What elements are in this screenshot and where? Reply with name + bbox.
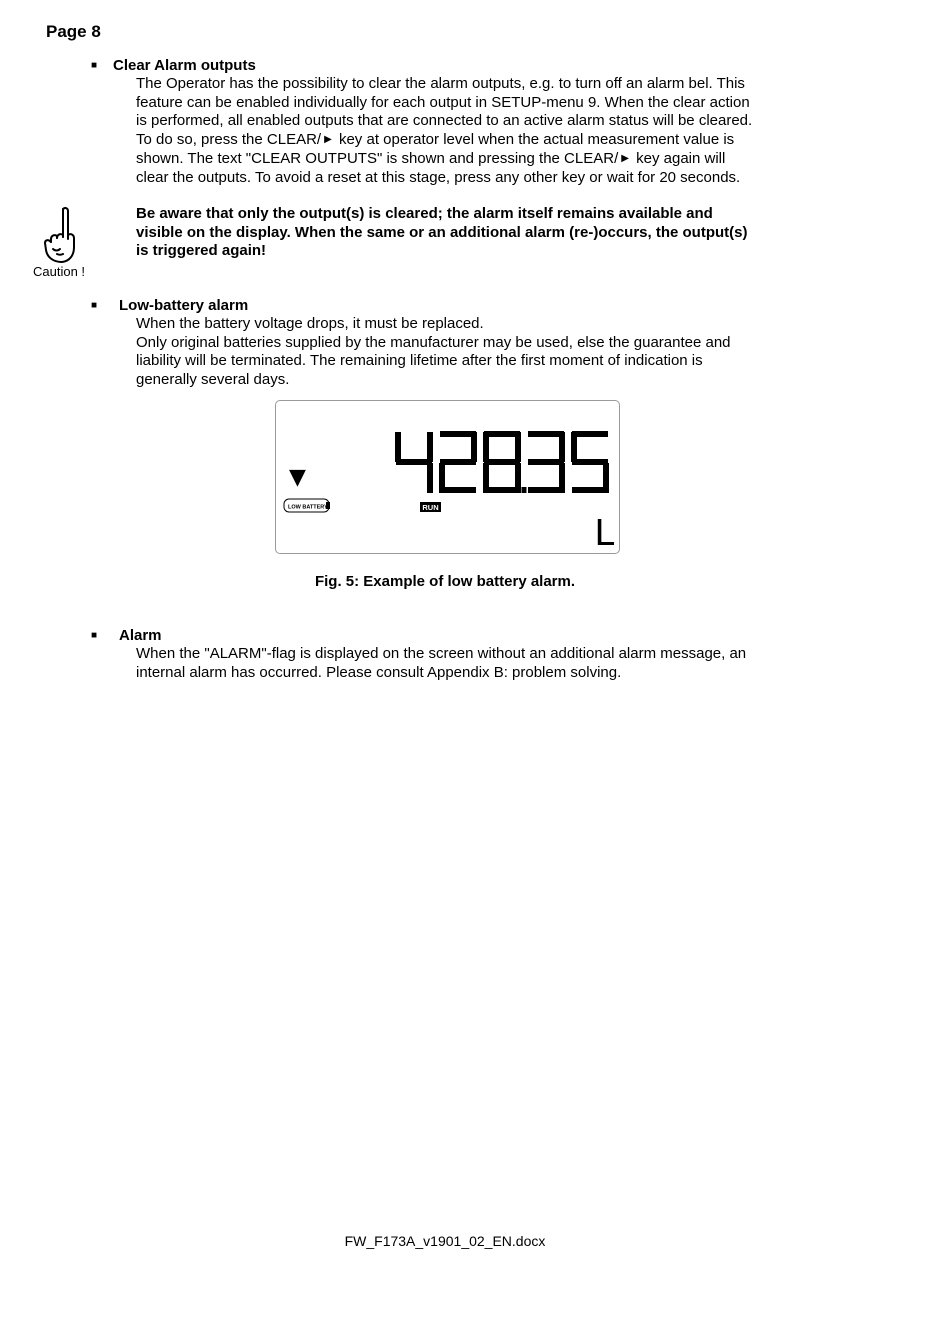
run-label: RUN bbox=[422, 503, 439, 512]
lcd-segment bbox=[572, 459, 608, 465]
lcd-segment bbox=[515, 432, 521, 462]
text-line: visible on the display. When the same or an additional alarm (re-)occurs, the output(s) bbox=[136, 223, 748, 241]
lcd-segment bbox=[440, 487, 476, 493]
text-line: is triggered again! bbox=[136, 242, 267, 260]
lcd-segment bbox=[396, 459, 432, 465]
lcd-segment bbox=[427, 463, 433, 493]
bullet-marker: ■ bbox=[91, 630, 98, 641]
right-arrow-icon: ▶ bbox=[621, 152, 629, 164]
seven-segment-value bbox=[395, 431, 609, 493]
lcd-segment bbox=[440, 459, 476, 465]
lcd-segment bbox=[528, 459, 564, 465]
lcd-segment bbox=[427, 432, 433, 462]
text-line: generally several days. bbox=[136, 371, 290, 389]
alarm-paragraph bbox=[136, 645, 746, 682]
lcd-display-graphic bbox=[276, 401, 619, 553]
lcd-segment bbox=[572, 431, 608, 437]
unit-indicator: L bbox=[594, 513, 616, 553]
text-line: Only original batteries supplied by the manufacturer may be used, else the guarantee and bbox=[136, 333, 731, 351]
page-number: Page 8 bbox=[46, 22, 101, 41]
text-line: The Operator has the possibility to clear the alarm outputs, e.g. to turn off an alarm bel. This bbox=[136, 75, 745, 92]
clear-alarm-paragraph bbox=[136, 75, 752, 187]
low-battery-label: LOW BATTERY bbox=[288, 504, 328, 511]
bullet-marker: ■ bbox=[91, 300, 98, 311]
lcd-segment bbox=[484, 431, 520, 437]
down-arrow-indicator-icon: ▼ bbox=[289, 465, 306, 490]
lcd-segment bbox=[522, 487, 527, 493]
text-line: clear the outputs. To avoid a reset at this stage, press any other key or wait for 20 seconds. bbox=[136, 168, 741, 186]
text-line: internal alarm has occurred. Please consult Appendix B: problem solving. bbox=[136, 663, 622, 681]
lcd-segment bbox=[484, 459, 520, 465]
text-line: When the battery voltage drops, it must be replaced. bbox=[136, 315, 484, 332]
lcd-segment bbox=[528, 487, 564, 493]
lcd-segment bbox=[440, 431, 476, 437]
lcd-segment bbox=[483, 463, 489, 493]
text-line: When the "ALARM"-flag is displayed on the screen without an additional alarm message, an bbox=[136, 645, 747, 662]
low-battery-paragraph bbox=[136, 315, 731, 390]
text-line: shown. The text "CLEAR OUTPUTS" is shown and pressing the CLEAR/ ▶ key again will bbox=[136, 149, 726, 167]
bullet-marker: ■ bbox=[91, 60, 98, 71]
lcd-segment bbox=[484, 487, 520, 493]
section-title-clear-alarm: Clear Alarm outputs bbox=[113, 57, 256, 74]
lcd-segment bbox=[572, 487, 608, 493]
lcd-segment bbox=[528, 431, 564, 437]
section-title-low-battery: Low-battery alarm bbox=[119, 297, 249, 314]
lcd-segment bbox=[395, 432, 401, 462]
figure-caption: Fig. 5: Example of low battery alarm. bbox=[314, 573, 576, 590]
lcd-segment bbox=[483, 432, 489, 462]
text-line: Be aware that only the output(s) is cleared; the alarm itself remains available and bbox=[136, 205, 713, 222]
run-flag bbox=[420, 502, 441, 512]
pointing-finger-icon bbox=[40, 205, 80, 267]
section-title-alarm: Alarm bbox=[119, 627, 162, 644]
footer-filename: FW_F173A_v1901_02_EN.docx bbox=[344, 1233, 546, 1249]
text-line: To do so, press the CLEAR/ ▶ key at operator level when the actual measurement value is bbox=[136, 131, 735, 149]
text-line: liability will be terminated. The remaining lifetime after the first moment of indication is bbox=[136, 352, 703, 370]
right-arrow-icon: ▶ bbox=[324, 134, 332, 146]
lcd-segment bbox=[559, 432, 565, 462]
lcd-segment bbox=[439, 463, 445, 493]
text-line: feature can be enabled individually for each output in SETUP-menu 9. When the clear action bbox=[136, 93, 750, 111]
lcd-display-figure bbox=[275, 400, 620, 554]
caution-paragraph bbox=[136, 205, 747, 261]
lcd-segment bbox=[571, 432, 577, 462]
low-battery-flag bbox=[284, 499, 330, 512]
text-line: is performed, all enabled outputs that are connected to an active alarm status will be cleared. bbox=[136, 112, 753, 130]
caution-label: Caution ! bbox=[33, 264, 86, 279]
lcd-segment bbox=[471, 432, 477, 462]
